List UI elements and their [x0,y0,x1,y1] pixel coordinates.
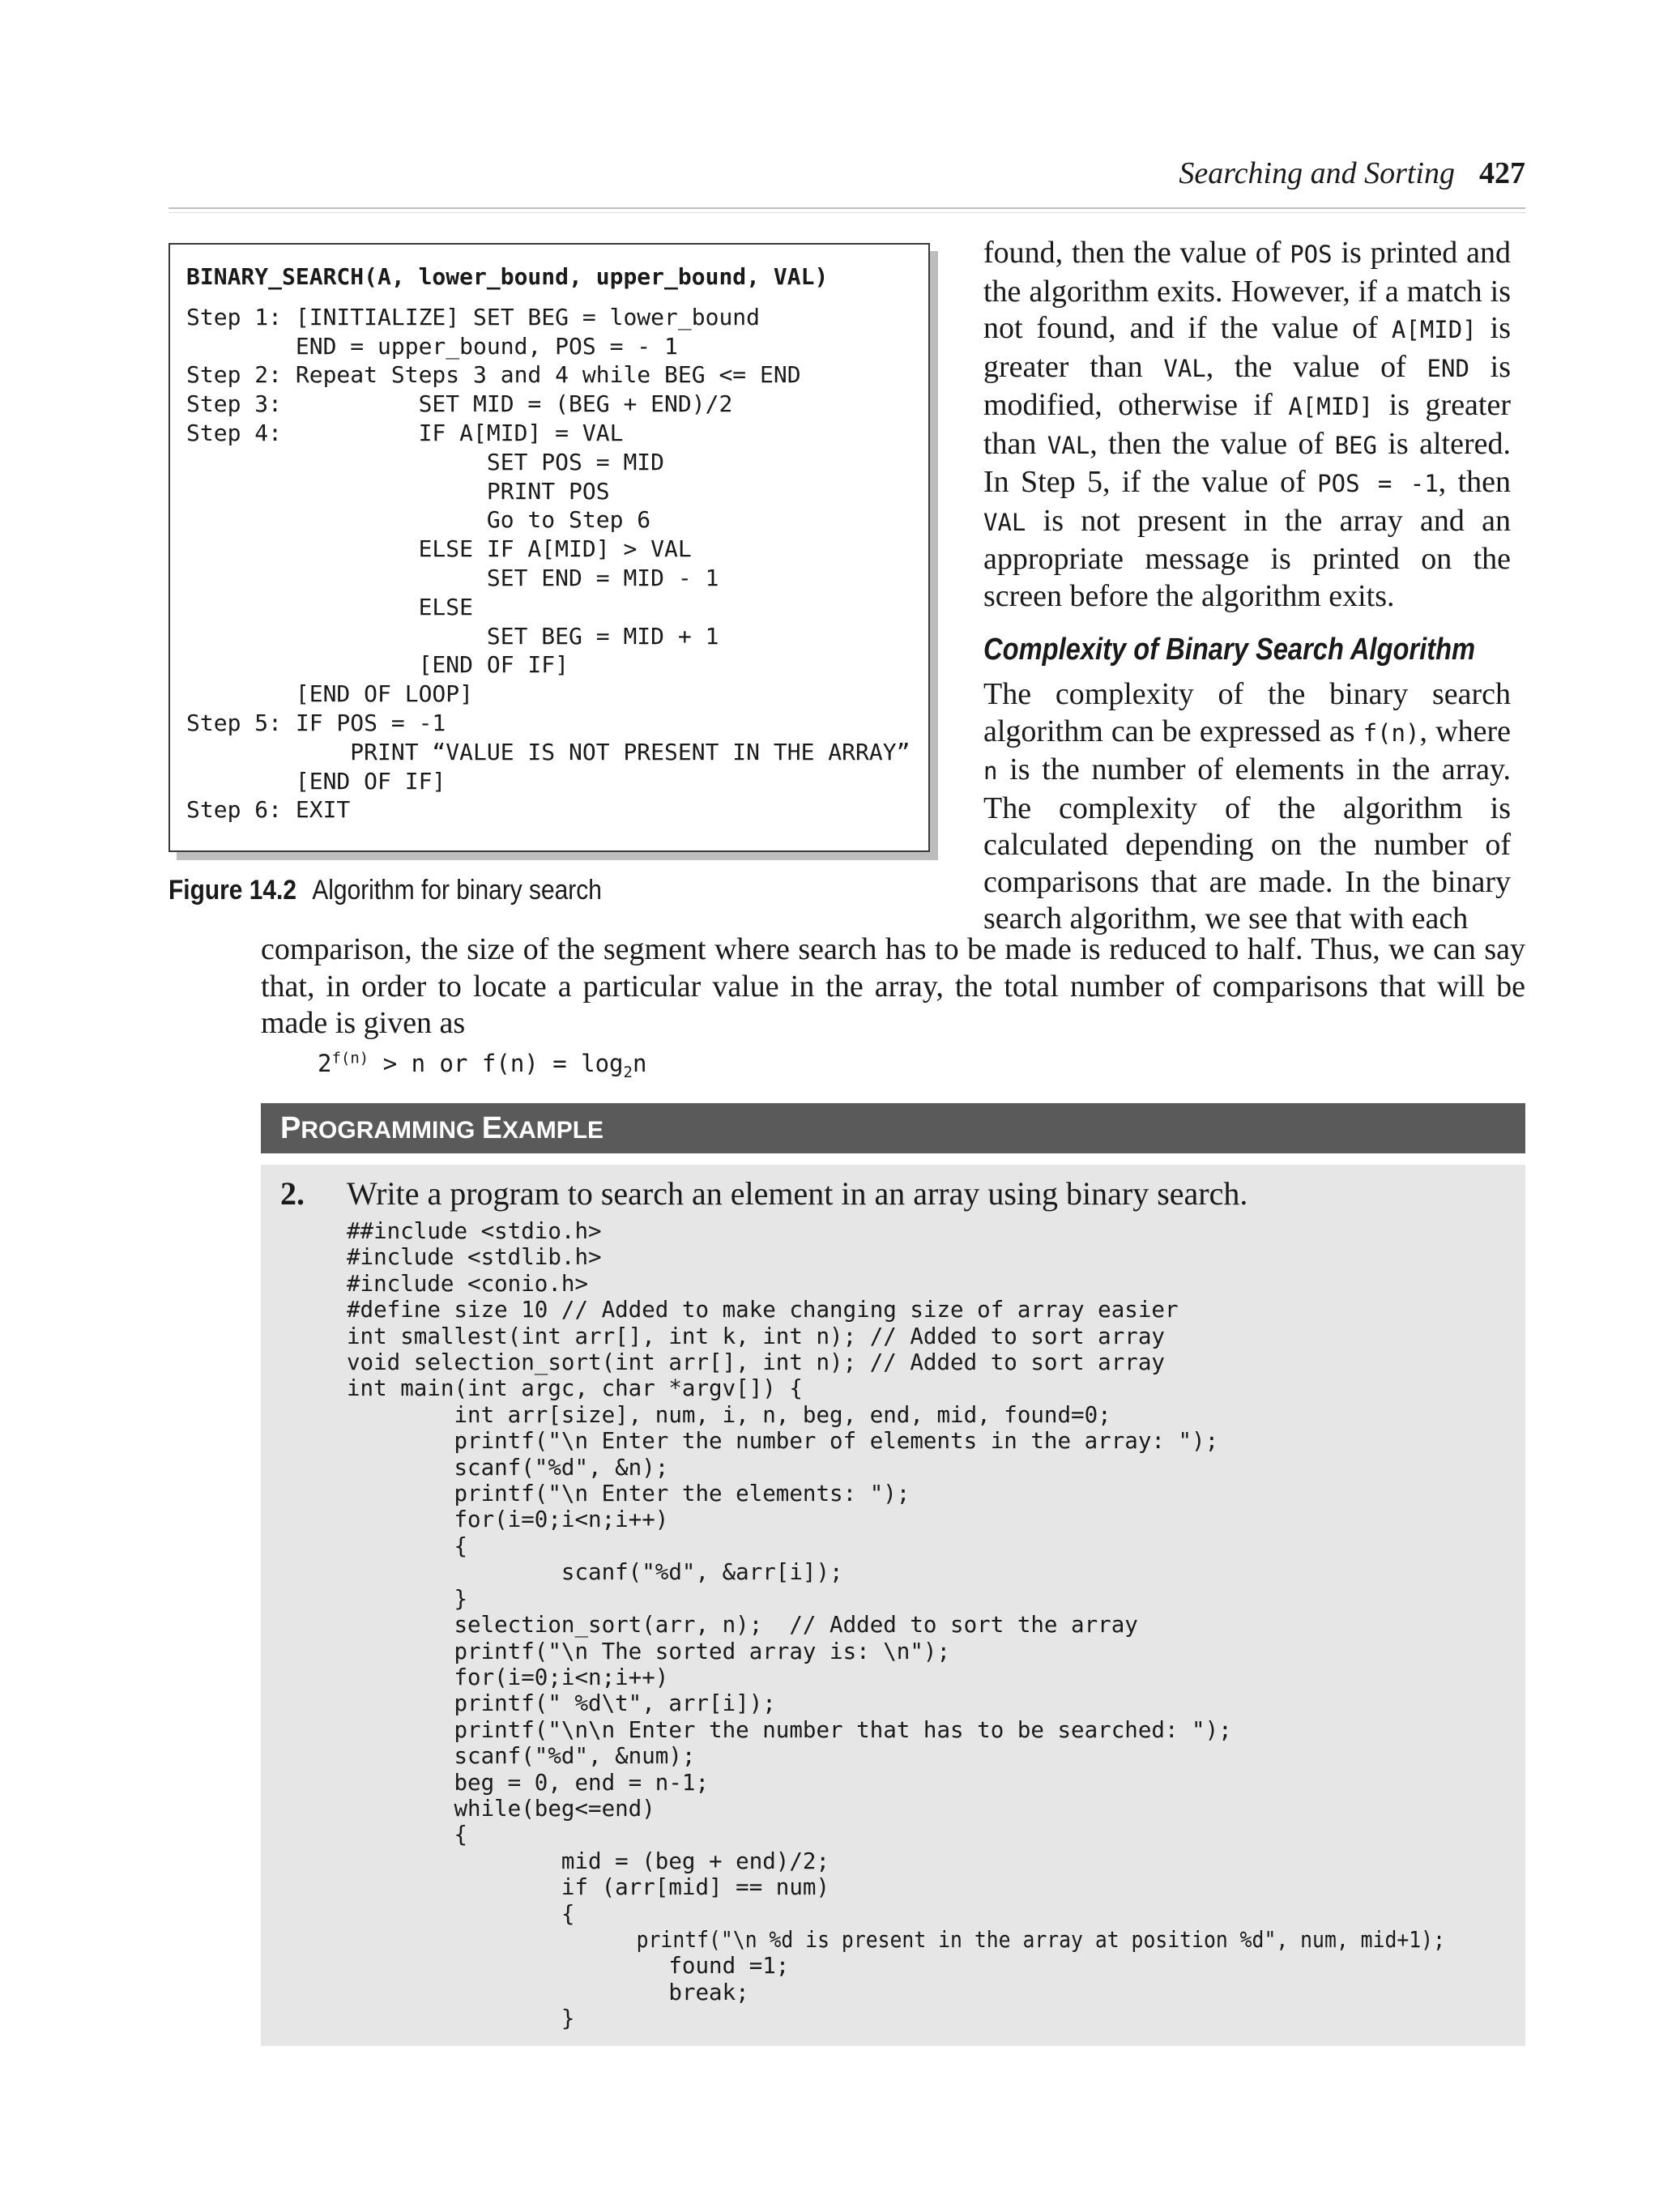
algo-line: Step 2: Repeat Steps 3 and 4 while BEG <= END [186,361,801,389]
code-line: beg = 0, end = n-1; [347,1769,710,1796]
code-line: #include <conio.h> [347,1270,589,1297]
algorithm-box [168,243,930,852]
code-line: scanf("%d", &num); [347,1743,696,1770]
figure-caption [168,875,602,906]
algo-line: Step 1: [INITIALIZE] SET BEG = lower_bound [186,303,761,330]
code-line: printf("\n %d is present in the array at position %d", num, mid+1); [347,1926,1445,1953]
code-line: void selection_sort(int arr[], int n); // Added to sort array [347,1349,1165,1376]
code-line: int main(int argc, char *argv[]) { [347,1375,803,1402]
algo-line: Step 6: EXIT [186,796,351,824]
algo-line: Step 5: IF POS = -1 [186,709,446,736]
code-line: printf("\n Enter the elements: "); [347,1481,911,1507]
algo-line: PRINT POS [186,477,610,505]
code-line: #define size 10 // Added to make changing size of array easier [347,1297,1179,1323]
code-line: int arr[size], num, i, n, beg, end, mid, found=0; [347,1401,1111,1428]
running-head [168,156,1525,196]
algo-line: END = upper_bound, POS = - 1 [186,332,678,360]
code-line: ##include <stdio.h> [347,1218,602,1244]
algo-line: [END OF LOOP] [186,680,474,708]
algo-line: SET BEG = MID + 1 [186,622,719,650]
code-line: scanf("%d", &arr[i]); [347,1559,843,1586]
figure-label: Figure 14.2 [168,875,296,906]
code-line: printf("\n\n Enter the number that has to be searched: "); [347,1716,1232,1743]
complexity-formula: $2^{f(n)} > n$ or $f(n) = \log_2n$ [318,1049,647,1081]
algo-line: SET END = MID - 1 [186,564,719,591]
algo-line: [END OF IF] [186,651,569,679]
code-listing [347,1218,1567,2032]
section-heading: Complexity of Binary Search Algorithm [983,633,1476,667]
code-line: printf("\n Enter the number of elements in the array: "); [347,1428,1219,1455]
header-rule [168,207,1525,209]
code-line: } [347,2005,575,2032]
algorithm-code [186,262,928,825]
question-number: 2. [280,1175,305,1212]
code-line: printf("\n The sorted array is: \n"); [347,1638,951,1664]
algo-line: Step 3: SET MID = (BEG + END)/2 [186,390,733,418]
code-line: break; [347,1979,749,2005]
code-line: { [347,1532,468,1559]
right-column [983,235,1511,938]
header-rule-secondary [168,212,1525,213]
code-line: { [347,1900,575,1927]
page-number: 427 [1479,156,1525,190]
code-line: for(i=0;i<n;i++) [347,1664,669,1690]
code-line: for(i=0;i<n;i++) [347,1507,669,1533]
algo-line: PRINT “VALUE IS NOT PRESENT IN THE ARRAY” [186,738,911,765]
algo-line: SET POS = MID [186,448,665,475]
figure-caption-text: Algorithm for binary search [312,875,602,906]
algo-line: ELSE IF A[MID] > VAL [186,535,692,563]
paragraph-continuation: comparison, the size of the segment where search has to be made is reduced to half. Thus, we can say that, in order to locate a particular value in the array, the total number of comparisons that will be made is given as [261,932,1525,1040]
algo-line: [END OF IF] [186,767,446,795]
code-line: if (arr[mid] == num) [347,1874,830,1901]
running-title: Searching and Sorting [1179,156,1455,190]
code-line: #include <stdlib.h> [347,1244,602,1271]
code-line: mid = (beg + end)/2; [347,1848,830,1874]
algo-line: ELSE [186,593,474,620]
paragraph-complexity: The complexity of the binary search algorithm can be expressed as f(n), where n is the number of elements in the array. The complexity of the algorithm is calculated depending on the number of comparisons that are made. In the binary search algorithm, we see that with each [983,677,1511,936]
programming-example-header: PROGRAMMING EXAMPLE [261,1103,1525,1153]
code-line: selection_sort(arr, n); // Added to sort the array [347,1612,1138,1639]
algo-line: Step 4: IF A[MID] = VAL [186,419,624,446]
question-text: Write a program to search an element in an array using binary search. [347,1175,1248,1212]
code-line: { [347,1822,468,1848]
code-line: while(beg<=end) [347,1795,655,1822]
code-line: } [347,1585,468,1612]
code-line: int smallest(int arr[], int k, int n); // Added to sort array [347,1323,1165,1349]
algo-line: Go to Step 6 [186,506,651,534]
programming-example-body [261,1165,1525,2046]
paragraph-search-exit: found, then the value of POS is printed and the algorithm exits. However, if a match is not found, and if the value of A[MID] is greater than VAL, the value of END is modified, otherwise if A[MID] is greater than VAL, then the value of BEG is altered. In Step 5, if the value of POS = -1, then VAL is not present in the array and an appropriate message is printed on the screen before the algorithm exits. [983,236,1512,613]
code-line: scanf("%d", &n); [347,1454,669,1481]
code-line: found =1; [347,1953,790,1980]
algorithm-title: BINARY_SEARCH(A, lower_bound, upper_bound, VAL) [186,263,829,290]
code-line: printf(" %d\t", arr[i]); [347,1690,776,1717]
